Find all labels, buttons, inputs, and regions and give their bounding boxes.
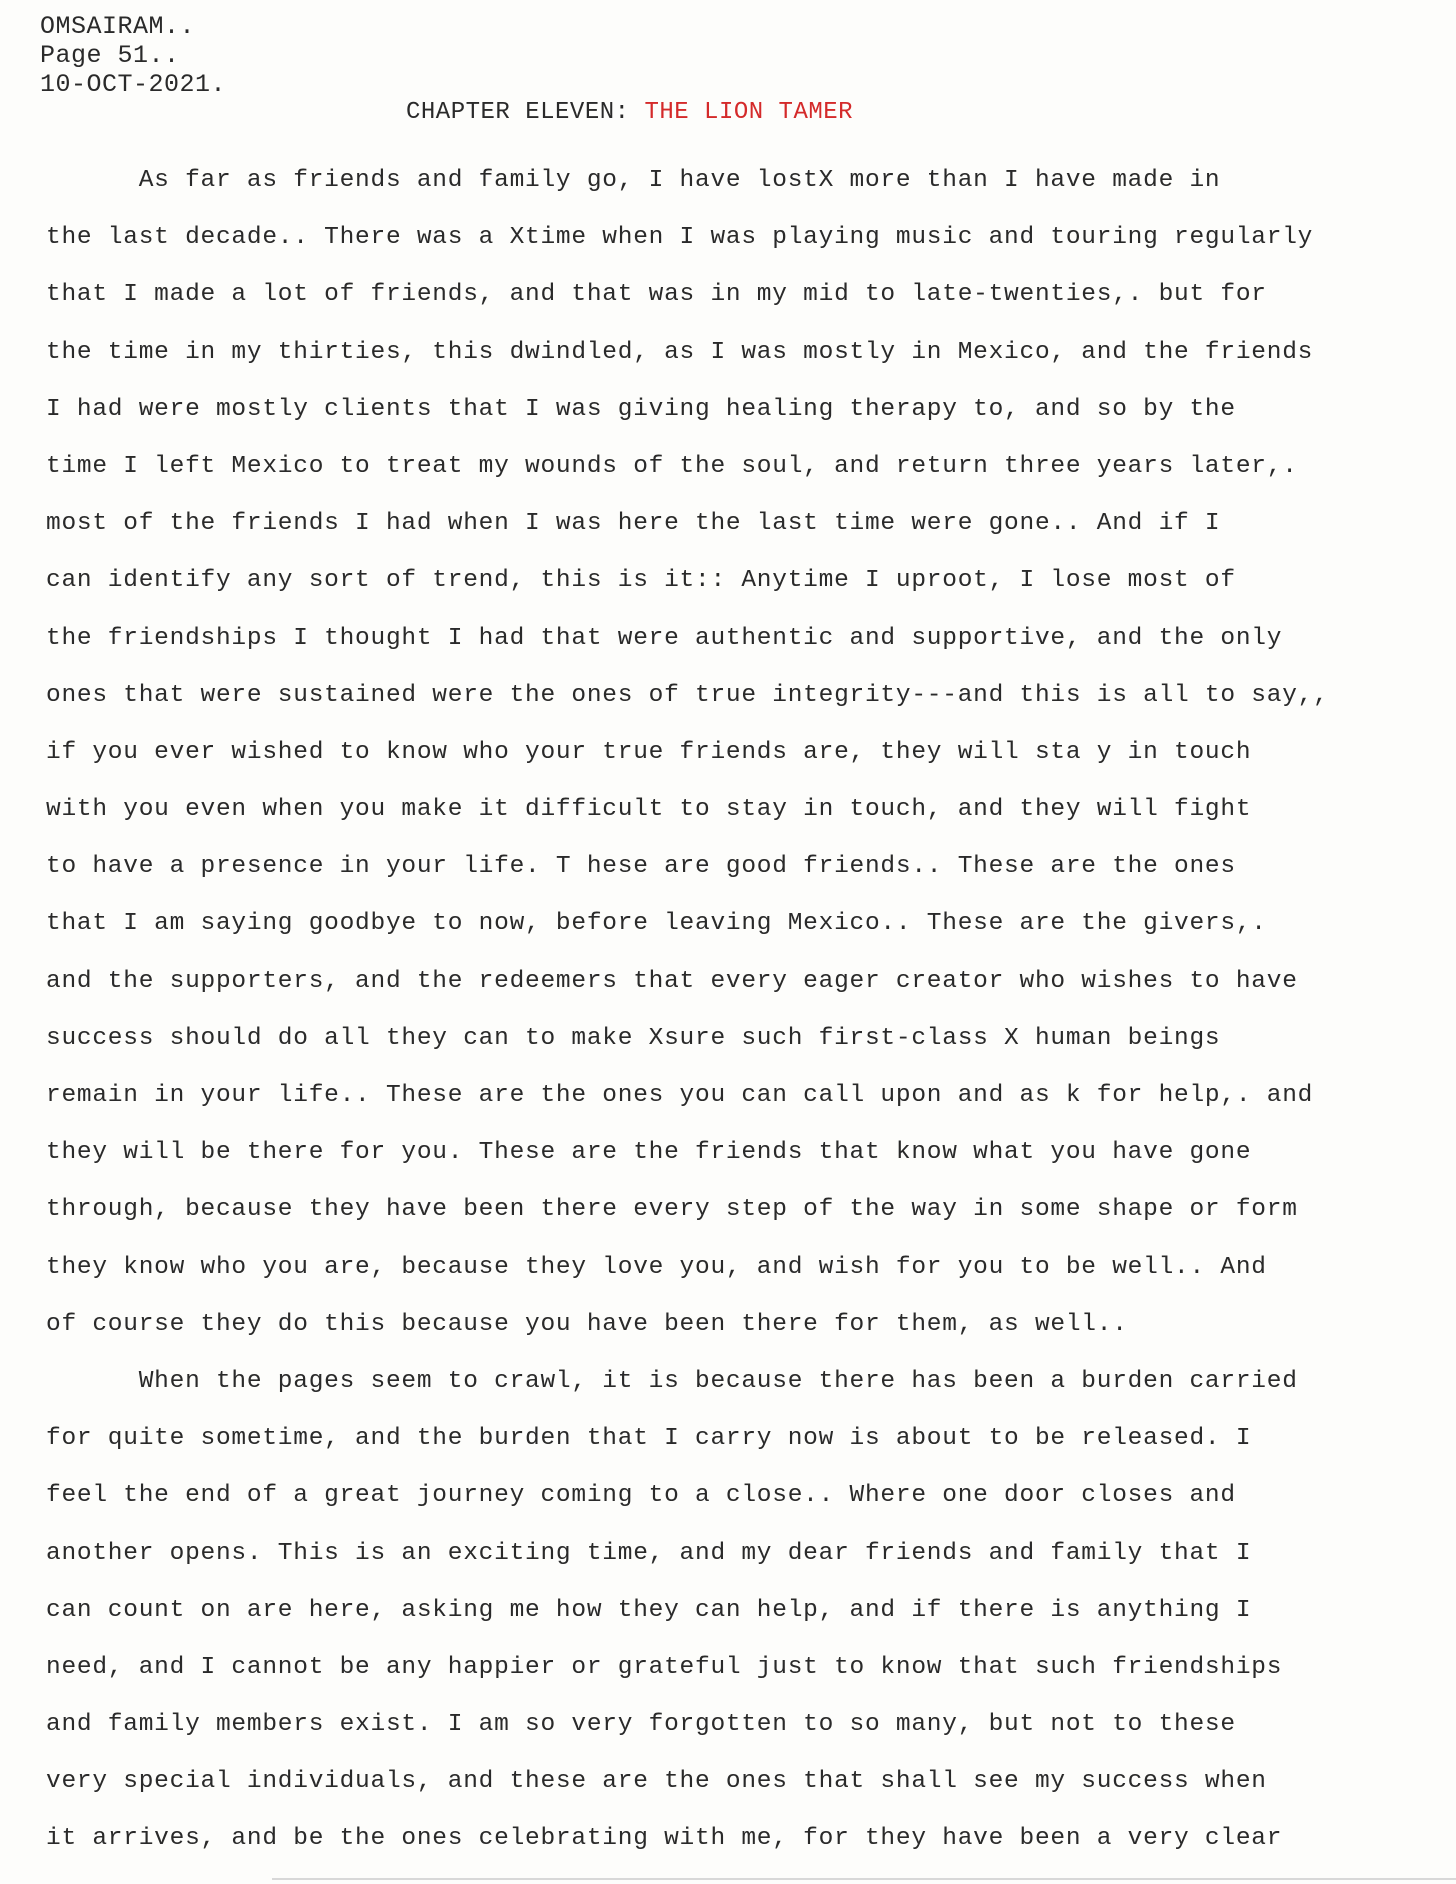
text-line: remain in your life.. These are the ones you can call upon and as k for help,. and — [46, 1082, 1314, 1109]
text-line: and family members exist. I am so very forgotten to so many, but not to these — [46, 1711, 1236, 1739]
body-text — [46, 152, 1446, 1868]
text-line: time I left Mexico to treat my wounds of the soul, and return three years later,. — [46, 452, 1298, 480]
text-line: As far as friends and family go, I have lostX more than I have made in — [46, 167, 1221, 194]
text-line: through, because they have been there every step of the way in some shape or form — [46, 1196, 1298, 1224]
text-line: it arrives, and be the ones celebrating with me, for they have been a very clear — [46, 1825, 1283, 1853]
text-line: success should do all they can to make Xsure such first-class X human beings — [46, 1024, 1221, 1052]
text-line: the friendships I thought I had that were authentic and supportive, and the only — [46, 624, 1283, 652]
text-line: if you ever wished to know who your true friends are, they will sta y in touch — [46, 738, 1252, 766]
header-date: 10-OCT-2021. — [40, 70, 227, 99]
chapter-title-number: CHAPTER ELEVEN: — [406, 99, 645, 126]
chapter-title-name: THE LION TAMER — [644, 99, 854, 126]
text-line: need, and I cannot be any happier or grateful just to know that such friendships — [46, 1653, 1283, 1681]
text-line: and the supporters, and the redeemers that every eager creator who wishes to have — [46, 967, 1298, 995]
text-line: they will be there for you. These are the friends that know what you have gone — [46, 1139, 1252, 1167]
header-greeting: OMSAIRAM.. — [40, 12, 196, 41]
text-line: ones that were sustained were the ones of true integrity---and this is all to say,, — [46, 681, 1329, 709]
text-line: of course they do this because you have been there for them, as well.. — [46, 1310, 1128, 1338]
text-line: can count on are here, asking me how they can help, and if there is anything I — [46, 1596, 1252, 1624]
page-edge-divider — [272, 1878, 1456, 1880]
text-line: feel the end of a great journey coming to a close.. Where one door closes and — [46, 1482, 1236, 1510]
text-line: that I am saying goodbye to now, before leaving Mexico.. These are the givers,. — [46, 910, 1267, 938]
text-line: for quite sometime, and the burden that I carry now is about to be released. I — [46, 1425, 1252, 1453]
text-line: most of the friends I had when I was here the last time were gone.. And if I — [46, 510, 1221, 538]
text-line: they know who you are, because they love you, and wish for you to be well.. And — [46, 1253, 1267, 1281]
text-line: When the pages seem to crawl, it is because there has been a burden carried — [46, 1367, 1298, 1395]
page-header — [40, 12, 226, 99]
text-line: another opens. This is an exciting time, and my dear friends and family that I — [46, 1539, 1252, 1567]
text-line: the last decade.. There was a Xtime when I was playing music and touring regularly — [46, 224, 1314, 252]
header-page-number: Page 51.. — [40, 41, 180, 70]
text-line: very special individuals, and these are the ones that shall see my success when — [46, 1768, 1267, 1796]
text-line: to have a presence in your life. T hese are good friends.. These are the ones — [46, 853, 1236, 881]
text-line: can identify any sort of trend, this is it:: Anytime I uproot, I lose most of — [46, 567, 1236, 595]
chapter-title — [406, 98, 853, 128]
text-line: I had were mostly clients that I was giving healing therapy to, and so by the — [46, 395, 1236, 423]
text-line: the time in my thirties, this dwindled, as I was mostly in Mexico, and the friends — [46, 338, 1314, 366]
text-line: with you even when you make it difficult to stay in touch, and they will fight — [46, 796, 1252, 824]
text-line: that I made a lot of friends, and that was in my mid to late-twenties,. but for — [46, 281, 1267, 309]
